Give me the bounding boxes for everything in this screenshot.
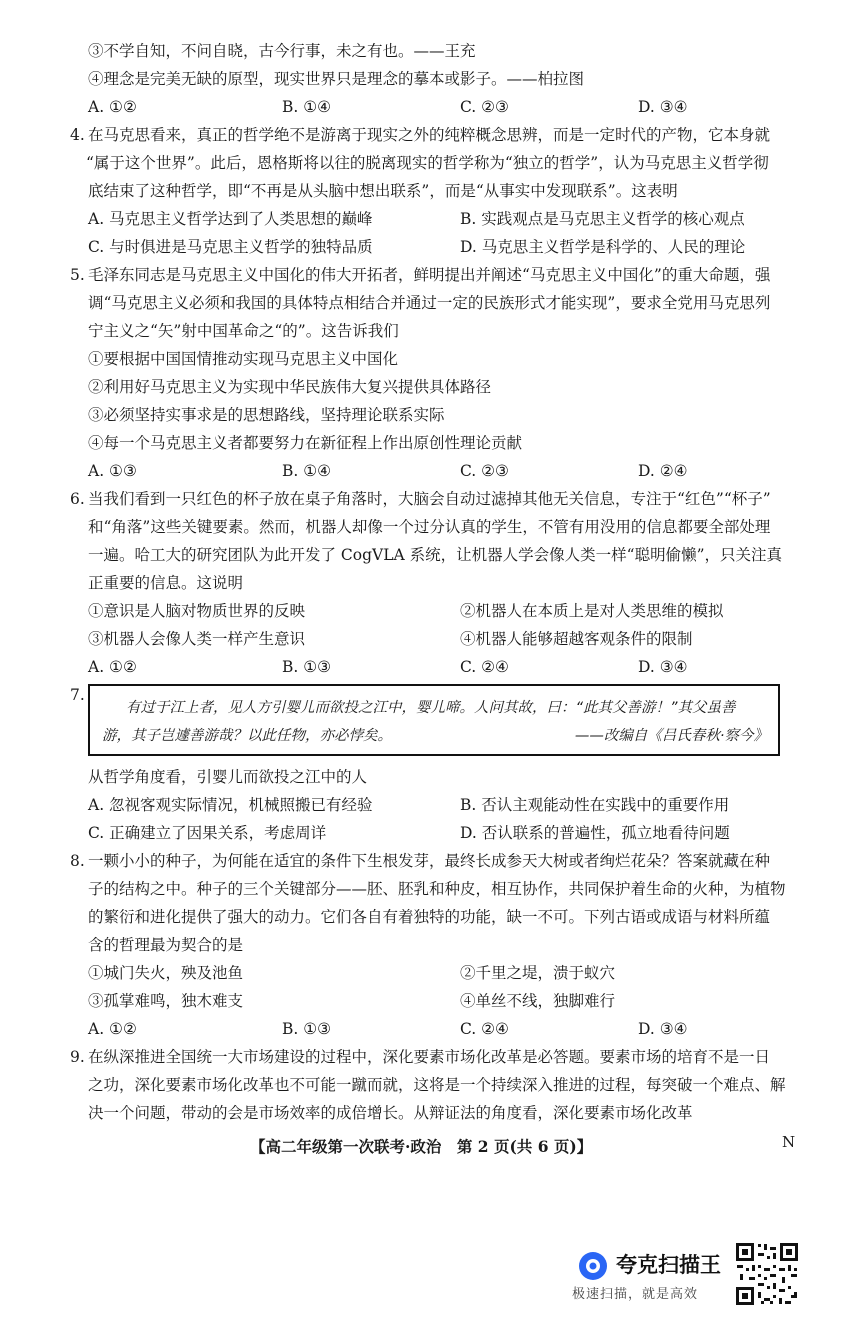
q8-statement-1: ①城门失火，殃及池鱼 [88, 964, 244, 982]
q5-stem-line: 宁主义之“矢”射中国革命之“的”。这告诉我们 [88, 322, 399, 340]
q7-option-c: C. 正确建立了因果关系，考虑周详 [88, 824, 327, 842]
q7-stem: 从哲学角度看，引婴儿而欲投之江中的人 [88, 768, 368, 786]
q5-option-a: A. ①③ [88, 462, 137, 480]
q5-statement-4: ④每一个马克思主义者都要努力在新征程上作出原创性理论贡献 [88, 434, 523, 452]
q3-statement-3: ③不学自知，不问自晓，古今行事，未之有也。——王充 [88, 42, 476, 60]
q8-option-b: B. ①③ [282, 1020, 332, 1038]
q9-number: 9. [70, 1048, 85, 1066]
q4-number: 4. [70, 126, 85, 144]
q9-stem-line: 在纵深推进全国统一大市场建设的过程中，深化要素市场化改革是必答题。要素市场的培育不是一日 [88, 1048, 771, 1066]
q4-stem-line: 底结束了这种哲学，即“不再是从头脑中想出联系”，而是“从事实中发现联系”。这表明 [88, 182, 678, 200]
q8-statement-3: ③孤掌难鸣，独木难支 [88, 992, 244, 1010]
q3-option-b: B. ①④ [282, 98, 332, 116]
scanner-watermark [572, 1245, 732, 1305]
q8-stem-line: 一颗小小的种子，为何能在适宜的条件下生根发芽，最终长成参天大树或者绚烂花朵？答案就藏在种 [88, 852, 771, 870]
q8-stem-line: 的繁衍和进化提供了强大的动力。它们各自有着独特的功能，缺一不可。下列古语或成语与材料所蕴 [88, 908, 771, 926]
q7-material-box [88, 684, 780, 756]
q4-option-b: B. 实践观点是马克思主义哲学的核心观点 [460, 210, 745, 228]
q6-option-b: B. ①③ [282, 658, 332, 676]
q6-statement-2: ②机器人在本质上是对人类思维的模拟 [460, 602, 724, 620]
q5-stem-line: 毛泽东同志是马克思主义中国化的伟大开拓者，鲜明提出并阐述“马克思主义中国化”的重大命题，强 [88, 266, 771, 284]
q9-stem-line: 决一个问题，带动的会是市场效率的成倍增长。从辩证法的角度看，深化要素市场化改革 [88, 1104, 693, 1122]
q6-number: 6. [70, 490, 85, 508]
q7-option-a: A. 忽视客观实际情况，机械照搬已有经验 [88, 796, 373, 814]
q8-option-c: C. ②④ [460, 1020, 509, 1038]
q6-stem-line: 一遍。哈工大的研究团队为此开发了 CogVLA 系统，让机器人学会像人类一样“聪明偷懒”，只关注真 [88, 546, 782, 564]
q4-stem-line: “属于这个世界”。此后，恩格斯将以往的脱离现实的哲学称为“独立的哲学”，认为马克思主义哲学彻 [86, 154, 769, 172]
q5-statement-1: ①要根据中国国情推动实现马克思主义中国化 [88, 350, 399, 368]
q7-material-line: 有过于江上者，见人方引婴儿而欲投之江中，婴儿啼。人问其故，曰：“此其父善游！”其父虽善 [126, 700, 736, 716]
q8-stem-line: 子的结构之中。种子的三个关键部分——胚、胚乳和种皮，相互协作，共同保护着生命的火种，为植物 [88, 880, 786, 898]
q5-statement-2: ②利用好马克思主义为实现中华民族伟大复兴提供具体路径 [88, 378, 492, 396]
q6-statement-4: ④机器人能够超越客观条件的限制 [460, 630, 693, 648]
q8-number: 8. [70, 852, 85, 870]
qr-code-icon [734, 1241, 800, 1307]
footer-mark: N [782, 1133, 796, 1151]
q7-option-d: D. 否认联系的普遍性，孤立地看待问题 [460, 824, 730, 842]
q9-stem-line: 之功，深化要素市场化改革也不可能一蹴而就，这将是一个持续深入推进的过程，每突破一个难点、解 [88, 1076, 786, 1094]
q3-option-c: C. ②③ [460, 98, 509, 116]
q6-statement-3: ③机器人会像人类一样产生意识 [88, 630, 306, 648]
scanner-logo-icon [576, 1249, 610, 1283]
q8-statement-2: ②千里之堤，溃于蚁穴 [460, 964, 616, 982]
q3-option-a: A. ①② [88, 98, 137, 116]
q4-option-d: D. 马克思主义哲学是科学的、人民的理论 [460, 238, 746, 256]
q7-material-line: 游，其子岂遽善游哉？以此任物，亦必悖矣。 [102, 728, 392, 744]
q6-stem-line: 和“角落”这些关键要素。然而，机器人却像一个过分认真的学生，不管有用没用的信息都要全部处理 [88, 518, 771, 536]
q8-stem-line: 含的哲理最为契合的是 [88, 936, 244, 954]
q4-stem-line: 在马克思看来，真正的哲学绝不是游离于现实之外的纯粹概念思辨，而是一定时代的产物，它本身就 [88, 126, 771, 144]
q5-stem-line: 调“马克思主义必须和我国的具体特点相结合并通过一定的民族形式才能实现”，要求全党用马克思列 [88, 294, 771, 312]
q3-statement-4: ④理念是完美无缺的原型，现实世界只是理念的摹本或影子。——柏拉图 [88, 70, 585, 88]
q7-option-b: B. 否认主观能动性在实践中的重要作用 [460, 796, 730, 814]
q6-statement-1: ①意识是人脑对物质世界的反映 [88, 602, 306, 620]
q5-option-d: D. ②④ [638, 462, 688, 480]
q7-number: 7. [70, 686, 85, 704]
q4-option-c: C. 与时俱进是马克思主义哲学的独特品质 [88, 238, 373, 256]
scanner-tagline: 极速扫描，就是高效 [572, 1287, 699, 1302]
q6-option-c: C. ②④ [460, 658, 509, 676]
q6-stem-line: 当我们看到一只红色的杯子放在桌子角落时，大脑会自动过滤掉其他无关信息，专注于“红色”“杯子” [88, 490, 771, 508]
q5-option-b: B. ①④ [282, 462, 332, 480]
page-footer: 【高二年级第一次联考·政治 第 2 页(共 6 页)】 [250, 1137, 593, 1156]
q8-option-d: D. ③④ [638, 1020, 688, 1038]
scanner-brand-name: 夸克扫描王 [616, 1253, 721, 1277]
q4-option-a: A. 马克思主义哲学达到了人类思想的巅峰 [88, 210, 373, 228]
q5-statement-3: ③必须坚持实事求是的思想路线，坚持理论联系实际 [88, 406, 445, 424]
q5-option-c: C. ②③ [460, 462, 509, 480]
q8-statement-4: ④单丝不线，独脚难行 [460, 992, 616, 1010]
q3-option-d: D. ③④ [638, 98, 688, 116]
q7-material-source: ——改编自《吕氏春秋·察今》 [574, 728, 768, 744]
q6-stem-line: 正重要的信息。这说明 [88, 574, 244, 592]
q6-option-a: A. ①② [88, 658, 137, 676]
q5-number: 5. [70, 266, 85, 284]
q8-option-a: A. ①② [88, 1020, 137, 1038]
q6-option-d: D. ③④ [638, 658, 688, 676]
